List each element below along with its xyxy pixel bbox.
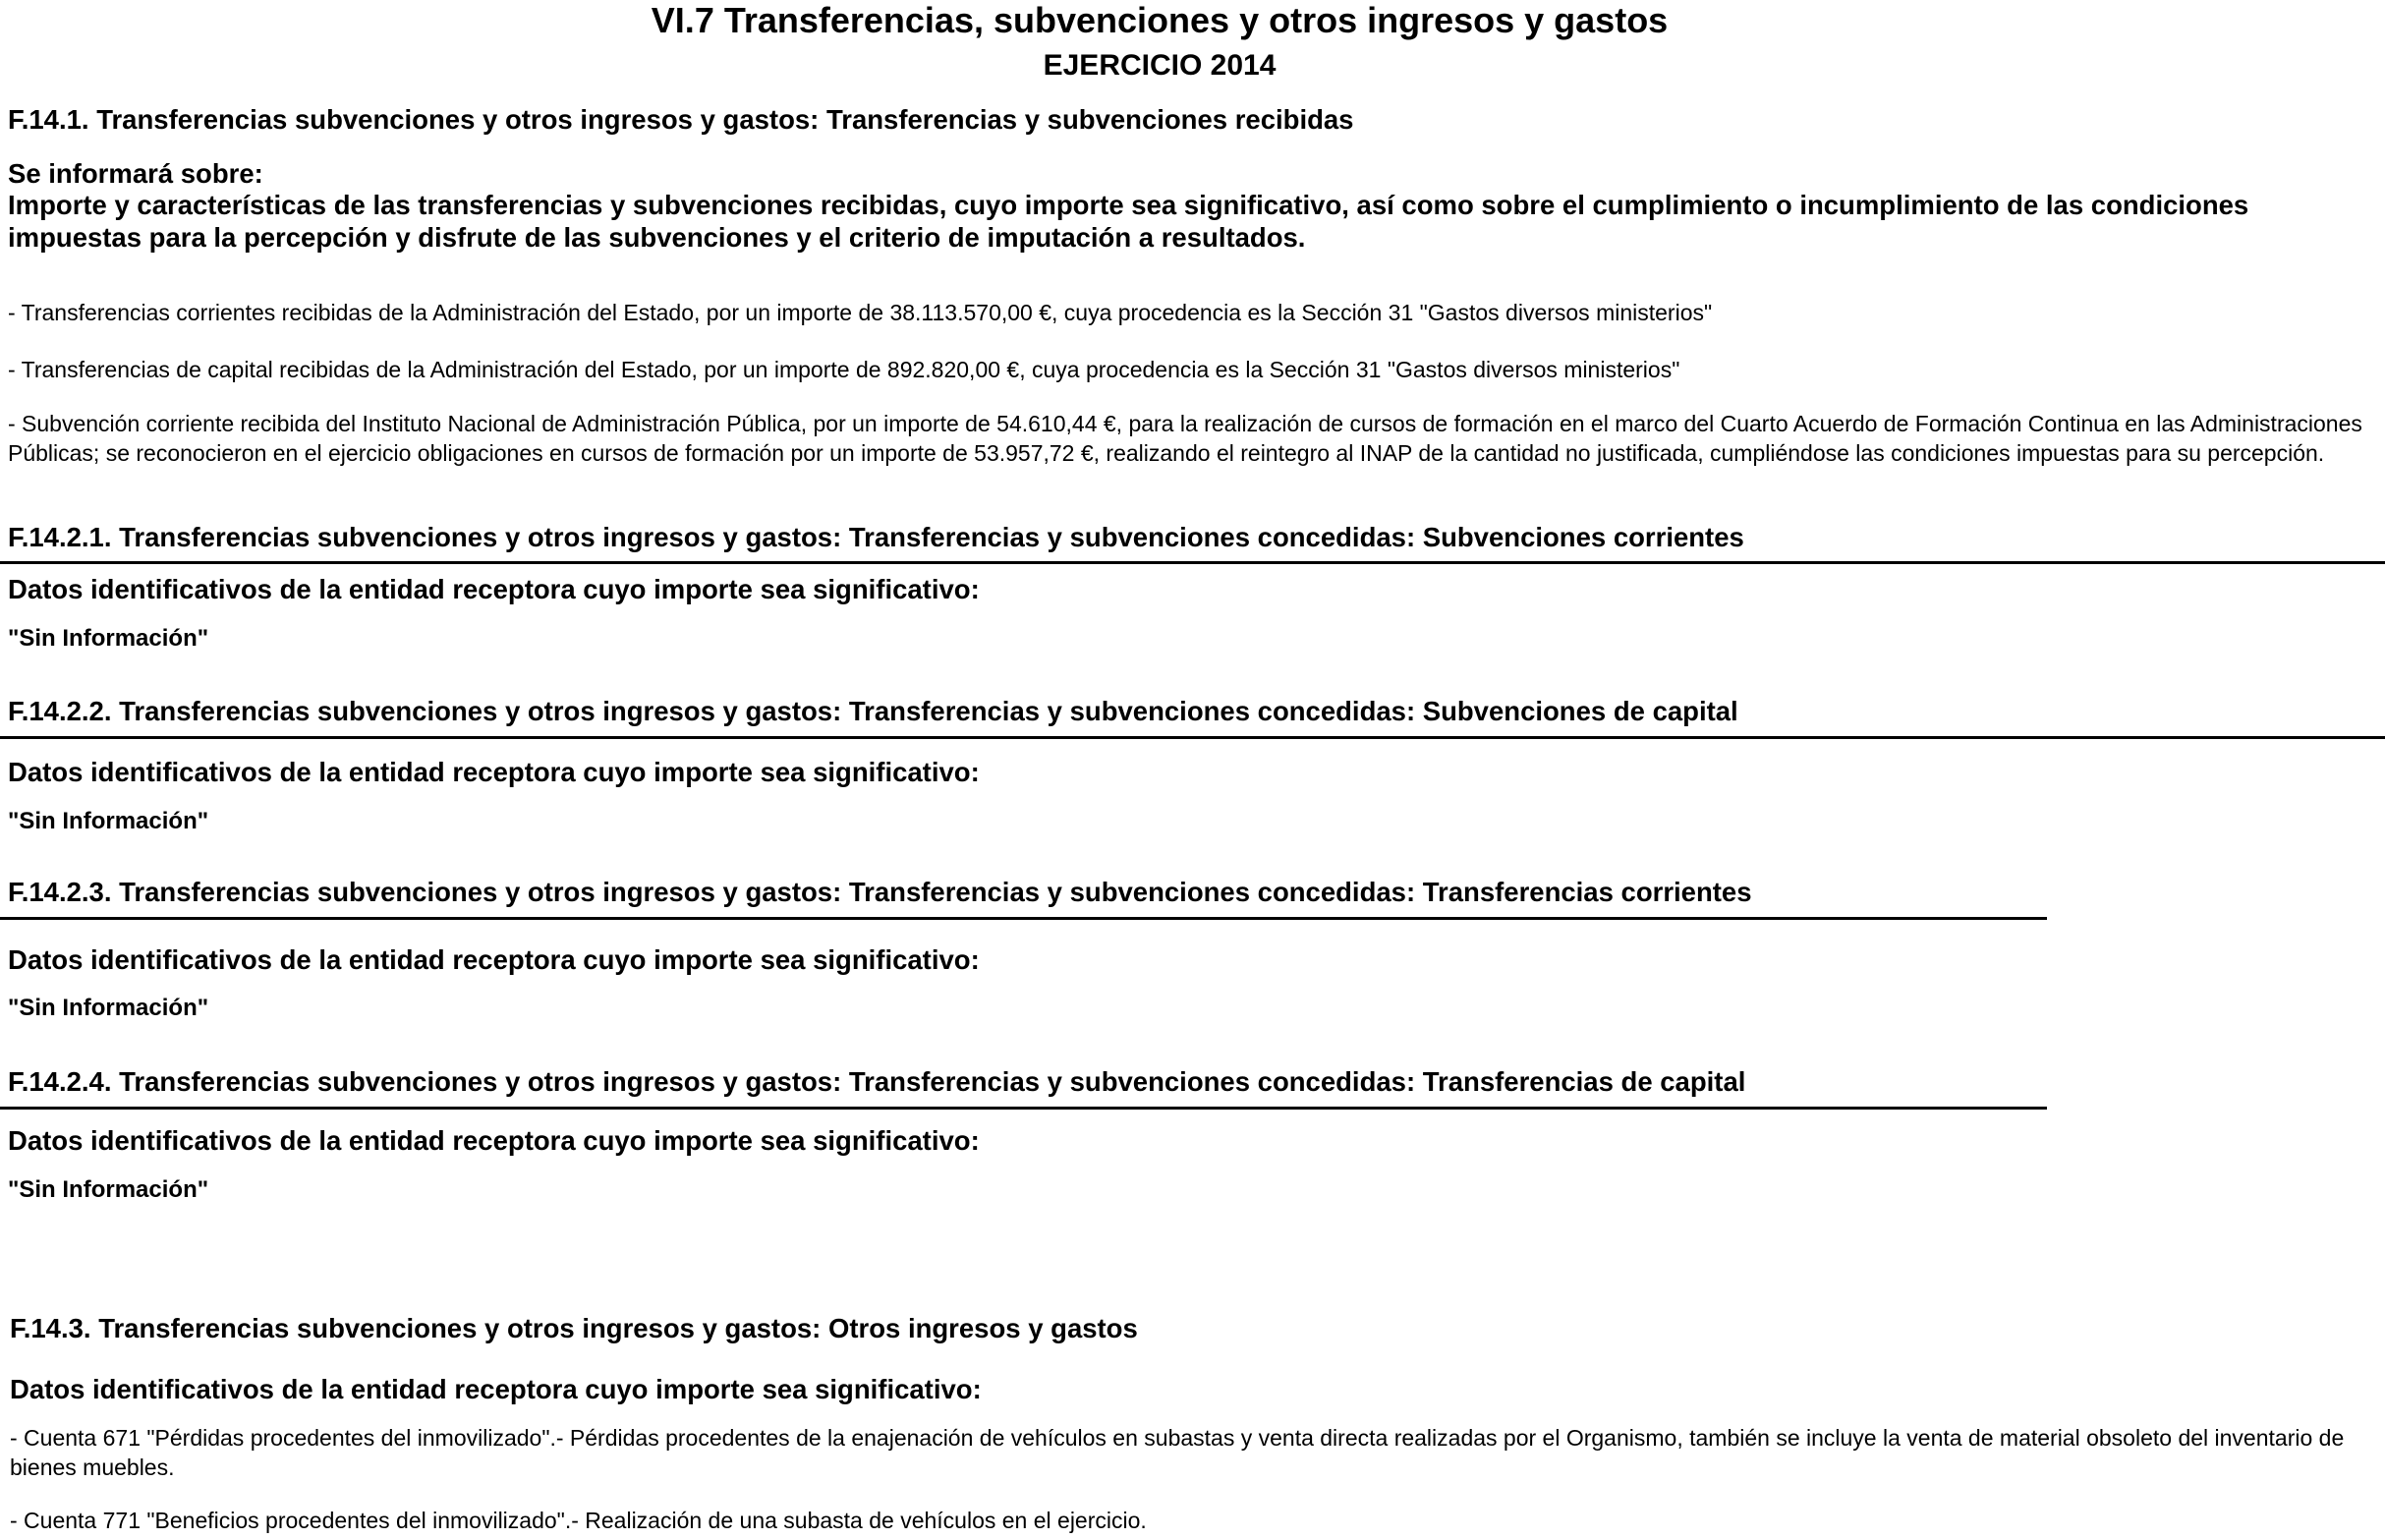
section-heading-f1421: F.14.2.1. Transferencias subvenciones y otros ingresos y gastos: Transferencias y subvenciones concedidas: Subvenciones corrientes [8,522,1744,552]
field-label: Datos identificativos de la entidad receptora cuyo importe sea significativo: [8,757,980,787]
field-value: "Sin Información" [8,995,209,1021]
field-label: Datos identificativos de la entidad receptora cuyo importe sea significativo: [8,1125,980,1156]
paragraph-subvencion-inap: - Subvención corriente recibida del Instituto Nacional de Administración Pública, por un importe de 54.610,44 €, para la realización de cursos de formación en el marco del Cuarto Acuerdo de Formación Continua en las Administraciones Públicas; se reconocieron en el ejercicio obligaciones en cursos de formación por un importe de 53.957,72 €, realizando el reintegro al INAP de la cantidad no justificada, cumpliéndose las condiciones impuestas para su percepción. [8,411,2362,466]
section-heading-f141: F.14.1. Transferencias subvenciones y otros ingresos y gastos: Transferencias y subvenciones recibidas [8,104,1354,135]
paragraph-cuenta-671: - Cuenta 671 "Pérdidas procedentes del inmovilizado".- Pérdidas procedentes de la enajenación de vehículos en subastas y venta directa realizadas por el Organismo, también se incluye la venta de material obsoleto del inventario de bienes muebles. [10,1425,2345,1480]
section-lead-intro: Se informará sobre: [8,158,263,189]
field-label: Datos identificativos de la entidad receptora cuyo importe sea significativo: [8,944,980,975]
section-heading-f1424: F.14.2.4. Transferencias subvenciones y otros ingresos y gastos: Transferencias y subvenciones concedidas: Transferencias de capital [8,1066,1746,1097]
section-divider [0,1107,2047,1110]
field-label: Datos identificativos de la entidad receptora cuyo importe sea significativo: [10,1374,982,1404]
section-heading-f143: F.14.3. Transferencias subvenciones y otros ingresos y gastos: Otros ingresos y gastos [10,1313,1138,1343]
section-lead-description: Importe y características de las transferencias y subvenciones recibidas, cuyo importe sea significativo, así como sobre el cumplimiento o incumplimiento de las condiciones impuestas para la percepción y disfrute de las subvenciones y el criterio de imputación a resultados. [8,190,2249,253]
section-divider [0,917,2047,920]
paragraph-transferencias-capital: - Transferencias de capital recibidas de la Administración del Estado, por un importe de 892.820,00 €, cuya procedencia es la Sección 31 "Gastos diversos ministerios" [8,357,1680,382]
field-value: "Sin Información" [8,625,209,652]
section-divider [0,561,2385,564]
section-heading-f1423: F.14.2.3. Transferencias subvenciones y otros ingresos y gastos: Transferencias y subvenciones concedidas: Transferencias corrientes [8,877,1752,907]
document-title: VI.7 Transferencias, subvenciones y otros ingresos y gastos [651,0,1669,40]
field-label: Datos identificativos de la entidad receptora cuyo importe sea significativo: [8,574,980,604]
field-value: "Sin Información" [8,1176,209,1203]
field-value: "Sin Información" [8,808,209,834]
paragraph-cuenta-771: - Cuenta 771 "Beneficios procedentes del inmovilizado".- Realización de una subasta de vehículos en el ejercicio. [10,1508,1147,1533]
section-divider [0,736,2385,739]
section-heading-f1422: F.14.2.2. Transferencias subvenciones y otros ingresos y gastos: Transferencias y subvenciones concedidas: Subvenciones de capital [8,696,1738,726]
document-year: EJERCICIO 2014 [1043,49,1277,82]
paragraph-transferencias-corrientes: - Transferencias corrientes recibidas de la Administración del Estado, por un importe de 38.113.570,00 €, cuya procedencia es la Sección 31 "Gastos diversos ministerios" [8,300,1713,325]
